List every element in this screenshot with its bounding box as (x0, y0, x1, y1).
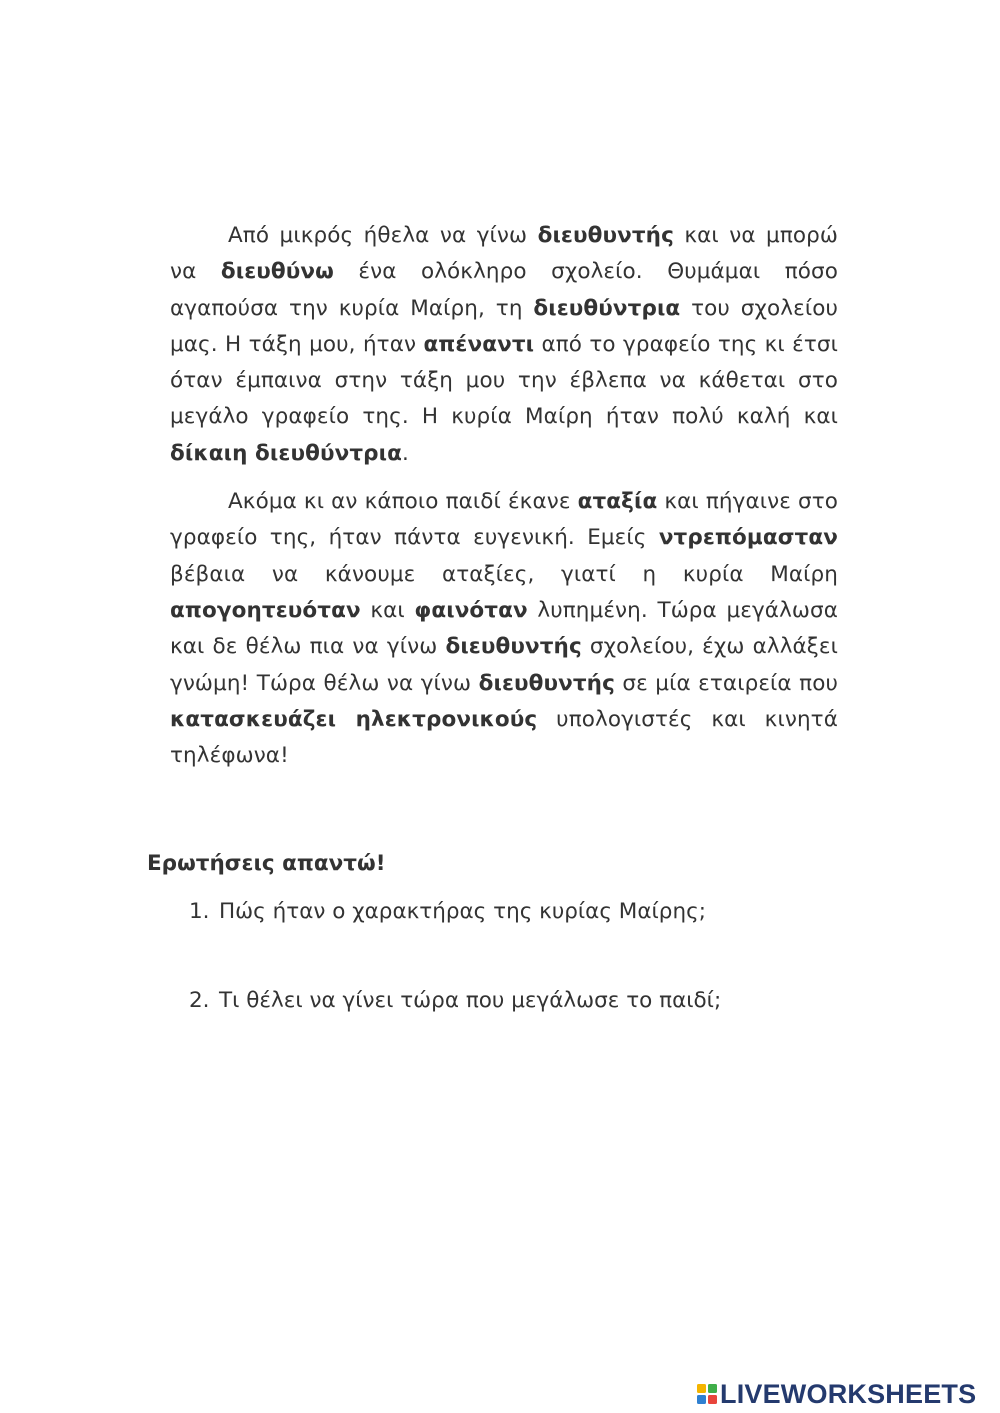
text-run: σχολείου, έχω αλλάξει γνώμη! Τώρα θέλω να γίνω (170, 634, 838, 696)
question-2 (189, 985, 721, 1017)
question-number: 1. (189, 899, 210, 924)
logo-square (708, 1395, 717, 1404)
logo-square (697, 1395, 706, 1404)
bold-word: διευθυντής (445, 634, 582, 660)
text-run: και να μπορώ να (170, 223, 838, 285)
bold-word: απογοητευόταν (170, 597, 361, 623)
question-text: Πώς ήταν ο χαρακτήρας της κυρίας Μαίρης; (219, 899, 706, 924)
question-text: Τι θέλει να γίνει τώρα που μεγάλωσε το παιδί; (219, 988, 722, 1013)
logo-squares-icon (697, 1384, 717, 1404)
text-run: σε μία εταιρεία που (614, 670, 838, 696)
bold-word: διευθύνω (220, 259, 334, 285)
story-paragraph-1 (170, 218, 838, 472)
text-run: και (360, 597, 415, 623)
text-run: Από μικρός ήθελα να γίνω (228, 223, 538, 248)
text-run: ένα ολόκληρο σχολείο. Θυμάμαι πόσο αγαπούσα την κυρία Μαίρη, τη (170, 259, 838, 321)
bold-word: φαινόταν (414, 597, 528, 623)
bold-word: δίκαιη διευθύντρια (170, 440, 402, 466)
text-run: και πήγαινε στο γραφείο της, ήταν πάντα ευγενική. Εμείς (170, 489, 838, 551)
liveworksheets-logo (697, 1378, 976, 1410)
text-run: του σχολείου μας. Η τάξη μου, ήταν (170, 295, 838, 357)
logo-square (708, 1384, 717, 1393)
questions-heading: Ερωτήσεις απαντώ! (147, 851, 386, 876)
bold-word: ντρεπόμασταν (658, 525, 838, 551)
story-paragraph-2 (170, 484, 838, 774)
question-number: 2. (189, 988, 210, 1013)
bold-word: διευθυντής (537, 223, 674, 248)
bold-word: κατασκευάζει ηλεκτρονικούς (170, 706, 538, 732)
text-run: . (402, 440, 409, 466)
story-text (170, 218, 838, 774)
logo-square (697, 1384, 706, 1393)
text-run: βέβαια να κάνουμε αταξίες, γιατί η κυρία Μαίρη (170, 561, 838, 587)
question-1 (189, 896, 706, 928)
text-run: υπολογιστές και κινητά τηλέφωνα! (170, 706, 838, 769)
text-run: λυπημένη. Τώρα μεγάλωσα και δε θέλω πια να γίνω (170, 597, 838, 660)
text-run: Ακόμα κι αν κάποιο παιδί έκανε (228, 489, 578, 515)
logo-text: LIVEWORKSHEETS (720, 1379, 977, 1409)
bold-word: διευθύντρια (533, 295, 681, 321)
bold-word: διευθυντής (478, 670, 615, 696)
bold-word: απέναντι (423, 331, 535, 357)
bold-word: αταξία (577, 489, 658, 515)
text-run: από το γραφείο της κι έτσι όταν έμπαινα στην τάξη μου την έβλεπα να κάθεται στο μεγάλο γραφείο της. Η κυρία Μαίρη ήταν πολύ καλή και (170, 331, 838, 430)
